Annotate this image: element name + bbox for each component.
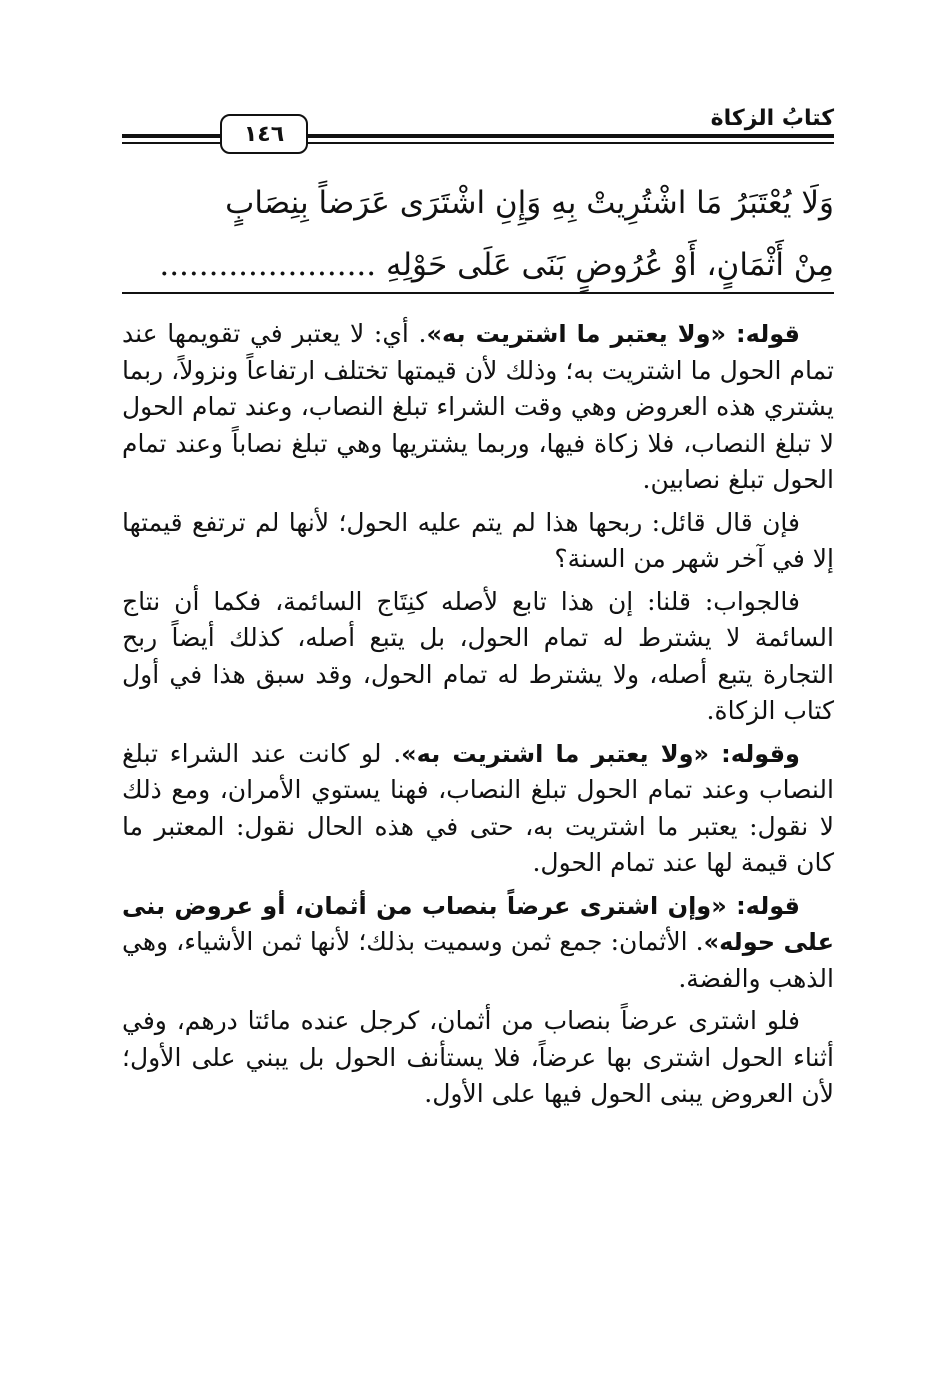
paragraph-5-lead: قوله: «وإن اشترى عرضاً بنصاب من أثمان، أو عروض بنى على حوله»	[122, 891, 834, 956]
paragraph-4-lead: وقوله: «ولا يعتبر ما اشتريت به»	[401, 739, 800, 768]
paragraph-4	[122, 736, 834, 882]
paragraph-4-text: . لو كانت عند الشراء تبلغ النصاب وعند تمام الحول تبلغ النصاب، فهنا يستوي الأمران، ومع ذلك لا نقول: يعتبر ما اشتريت به، حتى في هذه الحال نقول: المعتبر ما كان قيمة لها عند تمام الحول.	[122, 738, 834, 877]
paragraph-5-text: . الأثمان: جمع ثمن وسميت بذلك؛ لأنها ثمن الأشياء، وهي الذهب والفضة.	[122, 927, 834, 993]
page-header	[122, 104, 834, 156]
paragraph-2: فإن قال قائل: ربحها هذا لم يتم عليه الحول؛ لأنها لم ترتفع قيمتها إلا في آخر شهر من السنة؟	[122, 507, 834, 573]
matn-separator	[122, 292, 834, 294]
matn-line-1: وَلَا يُعْتَبَرُ مَا اشْتُرِيتْ بِهِ وَإِنِ اشْتَرَى عَرَضاً بِنِصَابٍ	[225, 185, 834, 221]
commentary-body	[122, 316, 834, 1119]
page-number: ١٤٦	[220, 114, 308, 154]
paragraph-1-lead: قوله: «ولا يعتبر ما اشتريت به»	[426, 320, 800, 348]
paragraph-3: فالجواب: قلنا: إن هذا تابع لأصله كنِتَاج السائمة، فكما أن نتاج السائمة لا يشترط له تمام الحول، بل يتبع أصله، كذلك أيضاً ربح التجارة يتبع أصله، ولا يشترط له تمام الحول، وقد سبق هذا في أول كتاب الزكاة.	[122, 586, 834, 725]
paragraph-1	[122, 316, 834, 499]
paragraph-6: فلو اشترى عرضاً بنصاب من أثمان، كرجل عنده مائتا درهم، وفي أثناء الحول اشترى بها عرضاً، فلا يستأنف الحول بل يبني على الأول؛ لأن العروض يبنى الحول فيها على الأول.	[122, 1006, 834, 1108]
book-title: كتابُ الزكاة	[703, 106, 834, 131]
matn-text	[122, 172, 834, 296]
paragraph-1-text: . أي: لا يعتبر في تقويمها عند تمام الحول ما اشتريت به؛ وذلك لأن قيمتها تختلف ارتفاعاً ونزولاً، ربما يشتري هذه العروض وهي وقت الشراء تبلغ النصاب، وعند تمام الحول لا تبلغ النصاب، فلا زكاة فيها، وربما يشتريها وهي تبلغ نصاباً وعند تمام الحول تبلغ نصابين.	[122, 319, 834, 494]
matn-line-2: مِنْ أَثْمَانٍ، أَوْ عُرُوضٍ بَنَى عَلَى حَوْلِهِ ......................	[159, 247, 834, 283]
paragraph-5	[122, 888, 834, 998]
